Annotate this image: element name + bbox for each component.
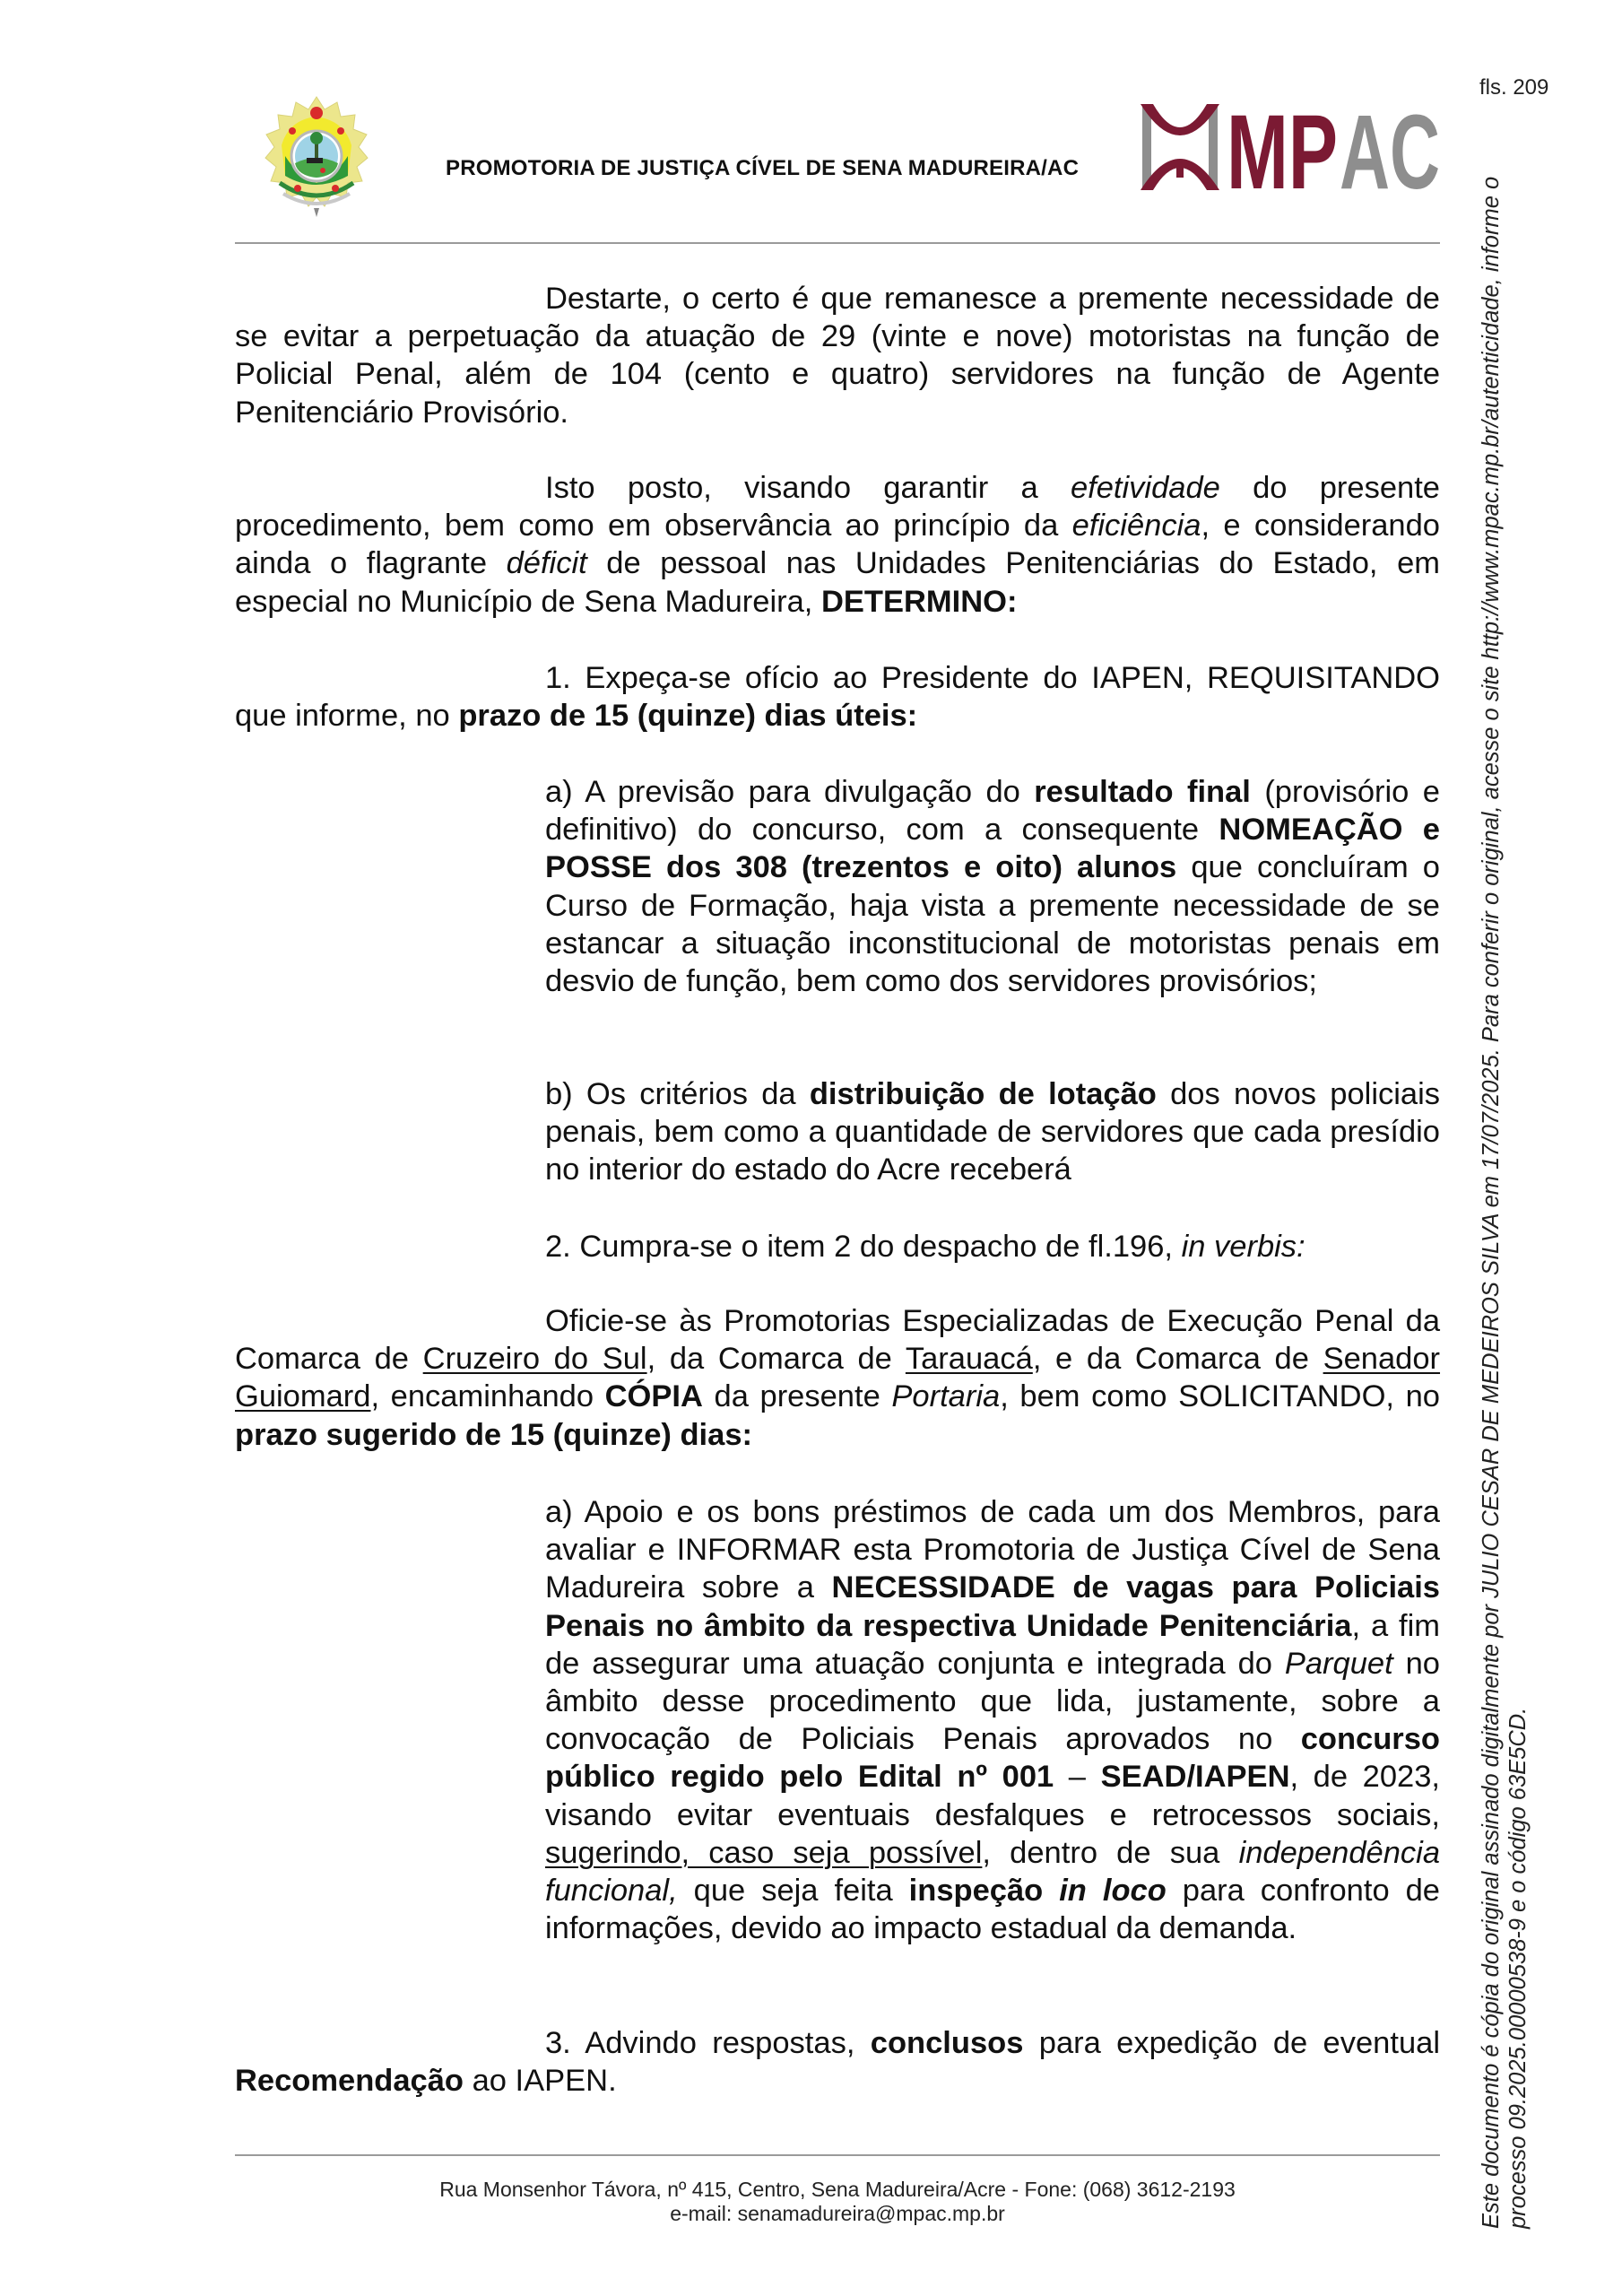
text-run: ao IAPEN. <box>464 2064 617 2099</box>
logo-text-ac: AC <box>1340 93 1440 212</box>
bold-run: distribuição de lotação <box>809 1077 1157 1111</box>
paragraph-context <box>235 280 1440 431</box>
text-run: do presente procedimento, bem como em observância ao princípio da <box>235 471 1440 544</box>
bold-run: SEAD/IAPEN <box>1100 1760 1290 1795</box>
deadline-bold: prazo de 15 (quinze) dias úteis: <box>458 699 918 734</box>
bold-run: inspeção <box>908 1874 1060 1909</box>
bold-run: conclusos <box>870 2026 1024 2060</box>
underlined-run: sugerindo, caso seja possível <box>545 1835 983 1870</box>
text-run: para expedição de eventual <box>1023 2026 1440 2060</box>
bold-italic-run: in loco <box>1059 1874 1167 1909</box>
text-run: , de 2023, visando evitar eventuais desfalques e retrocessos sociais, <box>545 1760 1440 1832</box>
text-run: a) Apoio e os bons préstimos de cada um dos Membros, para avaliar e INFORMAR esta Promotoria de Justiça Cível de Sena Madureira sobre a <box>545 1495 1440 1605</box>
text-run: dos novos policiais penais, bem como a quantidade de servidores que cada presídio no interior do estado do Acre receberá <box>545 1077 1440 1187</box>
authentication-line-2: processo 09.2025.00000538-9 e o código 63E5CD. <box>1505 1707 1531 2229</box>
footer-email: e-mail: senamadureira@mpac.mp.br <box>670 2202 1005 2225</box>
bold-run: NECESSIDADE de vagas para Policiais Penais no âmbito da respectiva Unidade Penitenciária <box>545 1570 1440 1643</box>
footer-divider <box>235 2154 1440 2156</box>
mpac-logo <box>1141 93 1442 212</box>
item-2a <box>235 1493 1440 1947</box>
item-1b <box>235 1075 1440 1189</box>
bold-run: concurso público regido pelo Edital nº 001 <box>545 1722 1440 1795</box>
text-run: (provisório e definitivo) do concurso, com a consequente <box>545 775 1440 848</box>
text-run: b) Os critérios da <box>545 1077 810 1111</box>
text-run: que seja feita <box>677 1874 909 1909</box>
bold-run: prazo sugerido de 15 (quinze) dias: <box>235 1417 752 1452</box>
underlined-run: Tarauacá <box>905 1342 1033 1377</box>
authentication-note <box>1478 76 1531 2229</box>
authentication-line-1: Este documento é cópia do original assinado digitalmente por JULIO CESAR DE MEDEIROS SILVA em 17/07/2025. Para conferir o original, acesse o site http://www.mpac.mp.br/autenticidade, informe o <box>1479 176 1504 2229</box>
footer <box>235 2178 1440 2226</box>
text-run: – <box>1054 1760 1101 1795</box>
text-run: para confronto de informações, devido ao impacto estadual da demanda. <box>545 1874 1440 1946</box>
paragraph-text: Destarte, o certo é que remanesce a premente necessidade de se evitar a perpetuação da atuação de 29 (vinte e nove) motoristas na função de Policial Penal, além de 104 (cento e quatro) servidores na função de Agente Penitenciário Provisório. <box>235 282 1440 430</box>
text-run: , e considerando ainda o flagrante <box>235 509 1440 581</box>
footer-address: Rua Monsenhor Távora, nº 415, Centro, Sena Madureira/Acre - Fone: (068) 3612-2193 <box>439 2178 1236 2201</box>
text-run: Oficie-se às Promotorias Especializadas de Execução Penal da Comarca de <box>235 1304 1440 1377</box>
determino-heading: DETERMINO: <box>820 584 1018 619</box>
text-run: de pessoal nas Unidades Penitenciárias do Estado, em especial no Município de Sena Madureira, <box>235 546 1440 619</box>
text-run: , e da Comarca de <box>1032 1342 1323 1377</box>
text-run: 2. Cumpra-se o item 2 do despacho de fl.196, <box>545 1230 1182 1264</box>
text-run: no âmbito desse procedimento que lida, justamente, sobre a convocação de Policiais Penais aprovados no <box>545 1646 1440 1757</box>
item-3 <box>235 2024 1440 2100</box>
text-run: , a fim de assegurar uma atuação conjunta e integrada do <box>545 1608 1440 1681</box>
text-run: , da Comarca de <box>646 1342 906 1377</box>
text-run: 3. Advindo respostas, <box>545 2026 871 2060</box>
header-divider <box>235 242 1440 244</box>
text-run: 1. Expeça-se ofício ao Presidente do IAPEN, REQUISITANDO que informe, no <box>235 661 1440 734</box>
item-2-quote <box>235 1302 1440 1454</box>
bold-run: resultado final <box>1034 775 1251 809</box>
underlined-run: Senador Guiomard <box>235 1342 1441 1414</box>
acre-coat-of-arms-icon <box>262 93 371 219</box>
page-folio-number: fls. 209 <box>1479 75 1549 100</box>
italic-run: Parquet <box>1284 1646 1393 1681</box>
italic-run: independência funcional, <box>545 1835 1441 1909</box>
mpac-logo-mark-icon <box>1141 93 1442 212</box>
text-run: , dentro de sua <box>982 1835 1239 1870</box>
item-2 <box>235 1228 1440 1265</box>
text-run: que concluíram o Curso de Formação, haja vista a premente necessidade de se estancar a situação inconstitucional de motoristas penais em desvio de função, bem como dos servidores provisórios; <box>545 850 1440 999</box>
italic-run: in verbis: <box>1181 1230 1305 1264</box>
bold-run: CÓPIA <box>604 1379 703 1414</box>
text-run: Isto posto, visando garantir a <box>545 471 1071 505</box>
italic-run: Portaria <box>891 1379 1001 1414</box>
logo-text-mp: MP <box>1227 93 1338 212</box>
emphasis-eficiencia: eficiência <box>1071 509 1201 544</box>
text-run: da presente <box>702 1379 892 1414</box>
text-run: , bem como SOLICITANDO, no <box>1000 1379 1440 1414</box>
item-1a <box>235 773 1440 1000</box>
bold-run: Recomendação <box>235 2064 464 2099</box>
text-run: , encaminhando <box>370 1379 605 1414</box>
item-1 <box>235 659 1440 735</box>
emphasis-deficit: déficit <box>506 546 587 581</box>
header-title: PROMOTORIA DE JUSTIÇA CÍVEL DE SENA MADUREIRA/AC <box>446 156 1080 180</box>
text-run: a) A previsão para divulgação do <box>545 775 1035 809</box>
paragraph-determination <box>235 469 1440 621</box>
emphasis-efetividade: efetividade <box>1070 471 1220 505</box>
underlined-run: Cruzeiro do Sul <box>422 1342 647 1377</box>
bold-run: NOMEAÇÃO e POSSE dos 308 (trezentos e oito) alunos <box>545 813 1440 885</box>
